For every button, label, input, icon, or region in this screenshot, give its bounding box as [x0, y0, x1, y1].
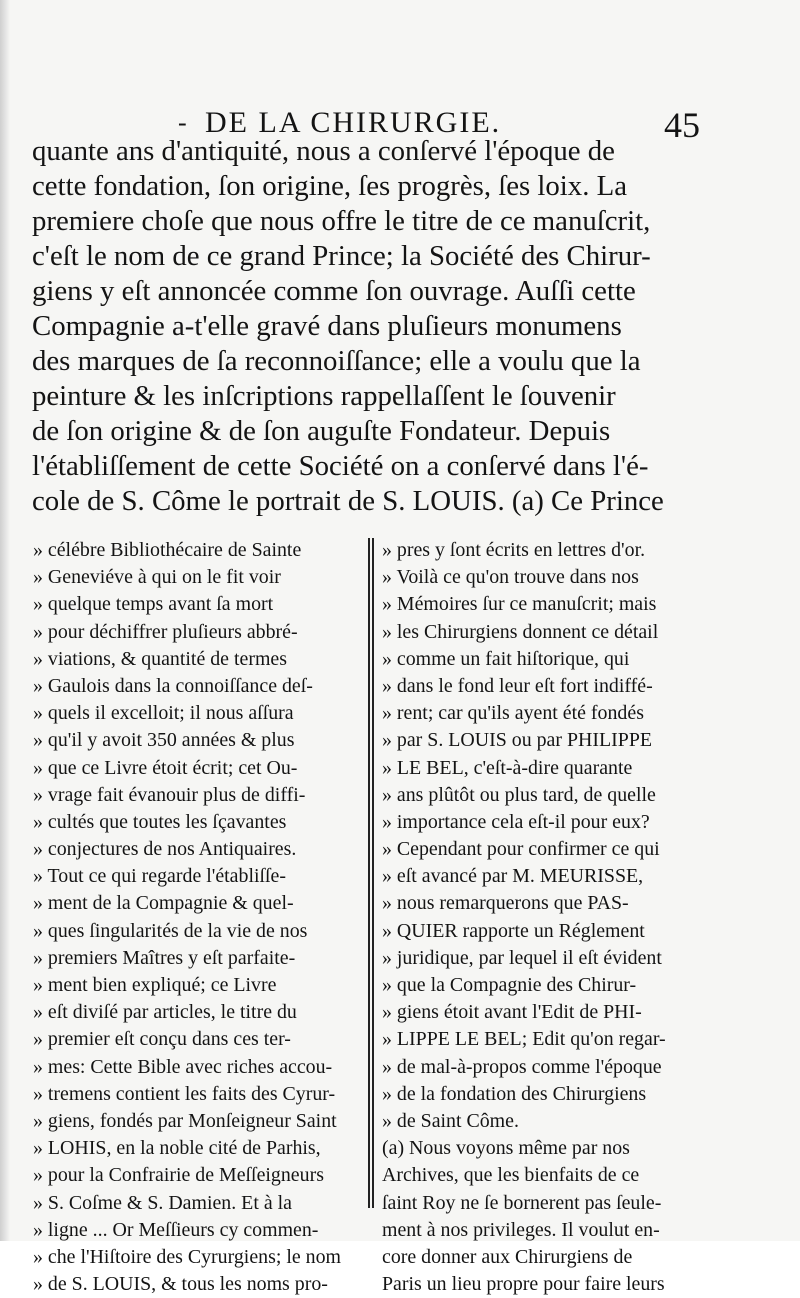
footnote-line: » ment de la Compagnie & quel-: [33, 892, 294, 915]
footnote-line: » giens, fondés par Monſeigneur Saint: [33, 1109, 337, 1132]
footnote-line: » quelque temps avant ſa mort: [33, 593, 274, 616]
text-line: c'eſt le nom de ce grand Prince; la Société des Chirur-: [32, 240, 651, 272]
footnote-line: » quels il excelloit; il nous aſſura: [33, 702, 294, 725]
footnote-column-left: [33, 537, 361, 1298]
footnote-line: » de S. LOUIS, & tous les noms pro-: [33, 1273, 328, 1296]
footnote-line: » Geneviéve à qui on le fit voir: [33, 566, 281, 589]
footnote-line: » ans plûtôt ou plus tard, de quelle: [382, 783, 656, 806]
footnote-line: » conjectures de nos Antiquaires.: [33, 838, 297, 861]
footnote-line: » S. Coſme & S. Damien. Et à la: [33, 1191, 292, 1214]
footnote-line: » de la fondation des Chirurgiens: [382, 1082, 647, 1105]
footnote-line: » eſt diviſé par articles, le titre du: [33, 1001, 297, 1024]
footnote-line: » pour la Confrairie de Meſſeigneurs: [33, 1164, 324, 1187]
text-line: des marques de ſa reconnoiſſance; elle a voulu que la: [32, 345, 641, 377]
text-line: cette fondation, ſon origine, ſes progrès, ſes loix. La: [32, 170, 627, 202]
footnote-line: » de Saint Côme.: [382, 1109, 519, 1132]
footnote-line: ment à nos privileges. Il voulut en-: [382, 1218, 660, 1241]
footnote-line: » vrage fait évanouir plus de diffi-: [33, 783, 306, 806]
column-rule: [368, 538, 374, 1208]
footnote-line: » de mal-à-propos comme l'époque: [382, 1055, 662, 1078]
text-line: cole de S. Côme le portrait de S. LOUIS. (a) Ce Prince: [32, 485, 664, 517]
footnote-line: » premiers Maîtres y eſt parfaite-: [33, 946, 296, 969]
footnote-line: » ment bien expliqué; ce Livre: [33, 974, 277, 996]
footnote-line: » célébre Bibliothécaire de Sainte: [33, 539, 302, 561]
footnote-line: » nous remarquerons que PAS-: [382, 892, 629, 915]
footnote-line: » Mémoires ſur ce manuſcrit; mais: [382, 593, 657, 616]
footnote-line: ſaint Roy ne ſe bornerent pas ſeule-: [382, 1191, 662, 1214]
footnote-line: core donner aux Chirurgiens de: [382, 1245, 633, 1268]
footnote-line: » qu'il y avoit 350 années & plus: [33, 729, 295, 752]
footnote-line: » comme un fait hiſtorique, qui: [382, 647, 630, 670]
footnote-line: » pres y ſont écrits en lettres d'or.: [382, 539, 646, 561]
text-line: quante ans d'antiquité, nous a conſervé l'époque de: [32, 135, 615, 167]
footnote-line: » ligne ... Or Meſſieurs cy commen-: [33, 1218, 319, 1241]
footnote-line: » ques ſingularités de la vie de nos: [33, 919, 308, 942]
footnote-line: » Cependant pour confirmer ce qui: [382, 838, 660, 861]
footnote-line: » que ce Livre étoit écrit; cet Ou-: [33, 756, 298, 779]
footnote-line: » Voilà ce qu'on trouve dans nos: [382, 566, 639, 589]
footnote-line: » giens étoit avant l'Edit de PHI-: [382, 1001, 642, 1024]
footnote-line: » par S. LOUIS ou par PHILIPPE: [382, 729, 653, 752]
text-line: Compagnie a-t'elle gravé dans pluſieurs monumens: [32, 310, 622, 342]
footnote-line: » LIPPE LE BEL; Edit qu'on regar-: [382, 1028, 666, 1051]
page-number: 45: [664, 105, 700, 145]
footnote-column-right: [382, 537, 704, 1298]
text-line: giens y eſt annoncée comme ſon ouvrage. Auſſi cette: [32, 275, 636, 307]
footnote-line: » mes: Cette Bible avec riches accou-: [33, 1055, 333, 1078]
footnote-line: (a) Nous voyons même par nos: [382, 1137, 630, 1160]
text-line: l'établiſſement de cette Société on a conſervé dans l'é-: [32, 450, 649, 482]
main-text: [32, 134, 707, 519]
footnote-line: » dans le fond leur eſt fort indiffé-: [382, 674, 653, 697]
footnote-line: » premier eſt conçu dans ces ter-: [33, 1028, 291, 1051]
text-line: peinture & les inſcriptions rappellaſſent le ſouvenir: [32, 380, 616, 412]
footnote-line: » Tout ce qui regarde l'établiſſe-: [33, 865, 286, 888]
footnote-line: » les Chirurgiens donnent ce détail: [382, 620, 659, 643]
text-line: de ſon origine & de ſon auguſte Fondateur. Depuis: [32, 415, 611, 447]
footnote-line: » juridique, par lequel il eſt évident: [382, 946, 662, 969]
footnote-line: » que la Compagnie des Chirur-: [382, 974, 637, 996]
footnote-line: » cultés que toutes les ſçavantes: [33, 810, 287, 833]
footnote-line: » LE BEL, c'eſt-à-dire quarante: [382, 756, 633, 779]
footnote-line: » LOHIS, en la noble cité de Parhis,: [33, 1137, 321, 1160]
footnote-line: » che l'Hiſtoire des Cyrurgiens; le nom: [33, 1245, 341, 1268]
footnote-line: Paris un lieu propre pour faire leurs: [382, 1273, 665, 1296]
footnote-line: » pour déchiffrer pluſieurs abbré-: [33, 620, 298, 643]
footnote-line: » tremens contient les faits des Cyrur-: [33, 1082, 336, 1105]
footnote-line: » rent; car qu'ils ayent été fondés: [382, 702, 644, 725]
footnote-line: » importance cela eſt-il pour eux?: [382, 810, 650, 833]
text-line: premiere choſe que nous offre le titre de ce manuſcrit,: [32, 205, 651, 237]
page-edge-shadow: [0, 0, 10, 1241]
footnote-line: » Gaulois dans la connoiſſance deſ-: [33, 674, 313, 697]
running-title: DE LA CHIRURGIE.: [205, 106, 502, 139]
header-dash: -: [178, 108, 187, 137]
footnote-line: Archives, que les bienfaits de ce: [382, 1164, 640, 1187]
footnote-line: » viations, & quantité de termes: [33, 647, 287, 670]
footnote-line: » eſt avancé par M. MEURISSE,: [382, 865, 644, 888]
footnote-line: » QUIER rapporte un Réglement: [382, 919, 645, 942]
